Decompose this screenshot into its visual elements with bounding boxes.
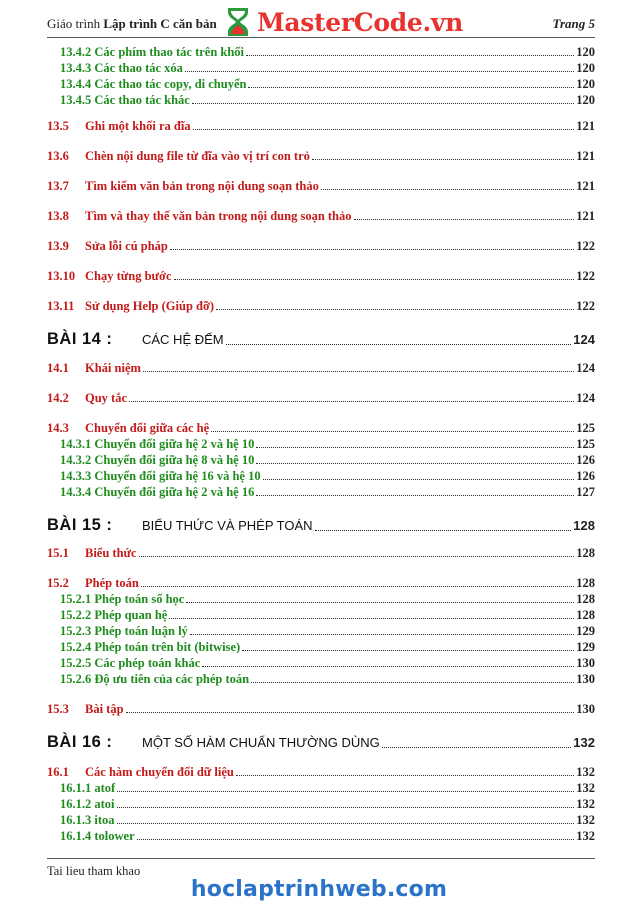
toc-entry-sec[interactable] — [47, 238, 595, 254]
toc-entry-title — [47, 148, 310, 164]
toc-page-number: 129 — [576, 640, 595, 654]
toc-entry-title: 15.2.5 Các phép toán khác — [60, 656, 201, 670]
toc-entry-title — [47, 208, 352, 224]
toc-page-number: 132 — [576, 797, 595, 811]
toc-entry-title: 14.3.2 Chuyển đổi giữa hệ 8 và hệ 10 — [60, 453, 255, 467]
toc-entry-title — [47, 118, 191, 134]
toc-page-number: 122 — [576, 239, 595, 253]
toc-page-number: 125 — [576, 437, 595, 451]
dot-leader — [174, 279, 575, 280]
section-number: 15.3 — [47, 702, 69, 716]
toc-entry-sec[interactable] — [47, 764, 595, 780]
toc-entry-title — [47, 390, 127, 406]
section-number: 13.6 — [47, 149, 69, 163]
dot-leader — [170, 249, 574, 250]
book-title — [47, 16, 217, 32]
toc-page-number: 124 — [573, 332, 595, 347]
toc-entry-sub[interactable] — [47, 607, 595, 623]
toc-page-number: 130 — [576, 656, 595, 670]
section-title: Bài tập — [85, 702, 124, 716]
footer-text: Tai lieu tham khao — [47, 864, 141, 878]
toc-entry-sub[interactable] — [47, 655, 595, 671]
toc-entry-sub[interactable] — [47, 639, 595, 655]
toc-page-number: 130 — [576, 702, 595, 716]
section-number: 13.9 — [47, 239, 69, 253]
dot-leader — [382, 747, 572, 748]
toc-entry-title — [47, 268, 172, 284]
toc-entry-title: 15.2.4 Phép toán trên bit (bitwise) — [60, 640, 241, 654]
toc-entry-sec[interactable] — [47, 268, 595, 284]
dot-leader — [251, 682, 574, 683]
toc-entry-sec[interactable] — [47, 208, 595, 224]
dot-leader — [248, 87, 574, 88]
toc-page-number: 128 — [576, 592, 595, 606]
dot-leader — [193, 129, 575, 130]
toc-page-number: 121 — [576, 179, 595, 193]
chapter-title: CÁC HỆ ĐẾM — [142, 332, 224, 347]
section-title: Biểu thức — [85, 546, 137, 560]
section-title: Sử dụng Help (Giúp đỡ) — [85, 299, 215, 313]
section-number: 13.5 — [47, 119, 69, 133]
section-title: Chèn nội dung file từ đĩa vào vị trí con trỏ — [85, 149, 310, 163]
toc-page-number: 130 — [576, 672, 595, 686]
toc-entry-title — [47, 731, 380, 754]
toc-entry-chap[interactable] — [47, 329, 595, 351]
dot-leader — [202, 666, 574, 667]
dot-leader — [211, 431, 574, 432]
toc-entry-sub[interactable] — [47, 780, 595, 796]
dot-leader — [354, 219, 575, 220]
toc-page-number: 120 — [576, 77, 595, 91]
dot-leader — [216, 309, 574, 310]
dot-leader — [312, 159, 574, 160]
toc-page-number: 120 — [576, 93, 595, 107]
toc-page-number: 124 — [576, 391, 595, 405]
toc-entry-title: 13.4.3 Các thao tác xóa — [60, 61, 183, 75]
section-title: Ghi một khối ra đĩa — [85, 119, 191, 133]
dot-leader — [263, 479, 575, 480]
dot-leader — [246, 55, 574, 56]
chapter-number: BÀI 14 : — [47, 330, 113, 348]
toc-entry-title — [47, 298, 214, 314]
hourglass-icon — [221, 5, 255, 39]
toc-entry-sec[interactable] — [47, 178, 595, 194]
toc-entry-sub[interactable] — [47, 591, 595, 607]
toc-entry-title — [47, 178, 319, 194]
toc-entry-sec[interactable] — [47, 545, 595, 561]
dot-leader — [256, 463, 574, 464]
dot-leader — [256, 495, 574, 496]
toc-entry-sub[interactable] — [47, 44, 595, 60]
section-number: 15.1 — [47, 546, 69, 560]
section-title: Các hàm chuyển đổi dữ liệu — [85, 765, 234, 779]
toc-entry-sub[interactable] — [47, 436, 595, 452]
mastercode-logo — [221, 4, 463, 40]
toc-entry-sub[interactable] — [47, 812, 595, 828]
footer-brand: hoclaptrinhweb.com — [190, 877, 448, 902]
dot-leader — [117, 807, 575, 808]
toc-entry-chap[interactable] — [47, 732, 595, 754]
dot-leader — [186, 602, 574, 603]
toc-entry-sec[interactable] — [47, 298, 595, 314]
dot-leader — [192, 103, 574, 104]
toc-page-number: 124 — [576, 361, 595, 375]
section-number: 13.8 — [47, 209, 69, 223]
section-title: Sửa lỗi cú pháp — [85, 239, 168, 253]
toc-page-number: 129 — [576, 624, 595, 638]
dot-leader — [256, 447, 574, 448]
toc-entry-title: 13.4.2 Các phím thao tác trên khối — [60, 45, 245, 59]
toc-page-number: 125 — [576, 421, 595, 435]
toc-page-number: 128 — [576, 576, 595, 590]
logo-text: MasterCode.vn — [257, 7, 464, 37]
book-title-bold: Lập trình C căn bản — [103, 16, 217, 31]
page-number: Trang 5 — [552, 16, 595, 31]
toc-page-number: 122 — [576, 299, 595, 313]
section-number: 13.11 — [47, 299, 75, 313]
toc-entry-sub[interactable] — [47, 671, 595, 687]
dot-leader — [169, 618, 574, 619]
chapter-number: BÀI 16 : — [47, 733, 113, 751]
chapter-number: BÀI 15 : — [47, 516, 113, 534]
toc-entry-title: 13.4.5 Các thao tác khác — [60, 93, 190, 107]
toc-page-number: 128 — [573, 518, 595, 533]
dot-leader — [117, 791, 574, 792]
toc-page-number: 121 — [576, 149, 595, 163]
toc-page-number: 121 — [576, 209, 595, 223]
dot-leader — [321, 189, 574, 190]
toc-page-number: 132 — [576, 781, 595, 795]
toc-entry-sub[interactable] — [47, 623, 595, 639]
dot-leader — [242, 650, 574, 651]
dot-leader — [185, 71, 574, 72]
dot-leader — [143, 371, 574, 372]
dot-leader — [315, 530, 572, 531]
toc-entry-title: 16.1.4 tolower — [60, 829, 135, 843]
toc-entry-chap[interactable] — [47, 515, 595, 537]
toc-entry-sub[interactable] — [47, 76, 595, 92]
dot-leader — [126, 712, 575, 713]
toc-entry-title — [47, 514, 313, 537]
dot-leader — [129, 401, 574, 402]
toc-page-number: 128 — [576, 546, 595, 560]
section-number: 13.10 — [47, 269, 76, 283]
toc-entry-sec[interactable] — [47, 420, 595, 436]
toc-page-number: 120 — [576, 45, 595, 59]
section-title: Tìm và thay thế văn bản trong nội dung soạn thảo — [85, 209, 352, 223]
section-title: Khái niệm — [85, 361, 141, 375]
toc-page-number: 122 — [576, 269, 595, 283]
toc-entry-title: 16.1.2 atoi — [60, 797, 115, 811]
footer-divider — [47, 858, 595, 859]
toc-entry-sub[interactable] — [47, 452, 595, 468]
toc-entry-sec[interactable] — [47, 575, 595, 591]
section-title: Quy tắc — [85, 391, 128, 405]
toc-page-number: 132 — [573, 735, 595, 750]
toc-entry-sub[interactable] — [47, 796, 595, 812]
section-title: Chạy từng bước — [85, 269, 172, 283]
dot-leader — [141, 586, 574, 587]
chapter-title: MỘT SỐ HÀM CHUẨN THƯỜNG DÙNG — [142, 735, 380, 750]
book-title-prefix: Giáo trình — [47, 16, 104, 31]
page-header — [47, 7, 595, 40]
toc-page-number: 128 — [576, 608, 595, 622]
dot-leader — [137, 839, 575, 840]
dot-leader — [236, 775, 574, 776]
toc-entry-title — [47, 545, 137, 561]
toc-page-number: 132 — [576, 813, 595, 827]
toc-entry-sub[interactable] — [47, 468, 595, 484]
toc-entry-sub[interactable] — [47, 60, 595, 76]
toc-page-number: 126 — [576, 453, 595, 467]
header-divider — [47, 37, 595, 38]
toc-entry-title: 15.2.3 Phép toán luận lý — [60, 624, 188, 638]
section-number: 14.1 — [47, 361, 69, 375]
toc-entry-sub[interactable] — [47, 92, 595, 108]
toc-entry-title: 14.3.1 Chuyển đổi giữa hệ 2 và hệ 10 — [60, 437, 255, 451]
dot-leader — [139, 556, 575, 557]
toc-entry-sec[interactable] — [47, 701, 595, 717]
toc-entry-title — [47, 238, 168, 254]
section-number: 14.3 — [47, 421, 69, 435]
chapter-title: BIỂU THỨC VÀ PHÉP TOÁN — [142, 518, 313, 533]
toc-entry-sec[interactable] — [47, 118, 595, 134]
toc-entry-title: 14.3.4 Chuyển đổi giữa hệ 2 và hệ 16 — [60, 485, 255, 499]
toc-page-number: 126 — [576, 469, 595, 483]
toc-entry-title: 15.2.2 Phép quan hệ — [60, 608, 168, 622]
toc-entry-sub[interactable] — [47, 484, 595, 500]
dot-leader — [190, 634, 574, 635]
toc-entry-title: 15.2.6 Độ ưu tiên của các phép toán — [60, 672, 250, 686]
toc-entry-title — [47, 328, 224, 351]
dot-leader — [117, 823, 575, 824]
toc-page-number: 132 — [576, 765, 595, 779]
toc-page-number: 132 — [576, 829, 595, 843]
toc-entry-sec[interactable] — [47, 360, 595, 376]
toc-entry-title: 15.2.1 Phép toán số học — [60, 592, 185, 606]
toc-entry-sec[interactable] — [47, 390, 595, 406]
toc-page-number: 127 — [576, 485, 595, 499]
toc-entry-title — [47, 701, 124, 717]
section-title: Phép toán — [85, 576, 139, 590]
toc-entry-sec[interactable] — [47, 148, 595, 164]
toc-entry-sub[interactable] — [47, 828, 595, 844]
section-number: 14.2 — [47, 391, 69, 405]
toc-entry-title: 14.3.3 Chuyển đổi giữa hệ 16 và hệ 10 — [60, 469, 261, 483]
section-number: 13.7 — [47, 179, 69, 193]
dot-leader — [226, 344, 572, 345]
section-title: Chuyển đổi giữa các hệ — [85, 421, 210, 435]
toc-entry-title — [47, 360, 141, 376]
toc-entry-title — [47, 575, 139, 591]
section-number: 15.2 — [47, 576, 69, 590]
toc-entry-title — [47, 420, 209, 436]
toc-page-number: 121 — [576, 119, 595, 133]
section-title: Tìm kiếm văn bản trong nội dung soạn thảo — [85, 179, 319, 193]
toc-entry-title: 16.1.1 atof — [60, 781, 116, 795]
toc-entry-title — [47, 764, 234, 780]
toc-entry-title: 16.1.3 itoa — [60, 813, 115, 827]
toc-entry-title: 13.4.4 Các thao tác copy, di chuyển — [60, 77, 247, 91]
section-number: 16.1 — [47, 765, 69, 779]
toc-page-number: 120 — [576, 61, 595, 75]
